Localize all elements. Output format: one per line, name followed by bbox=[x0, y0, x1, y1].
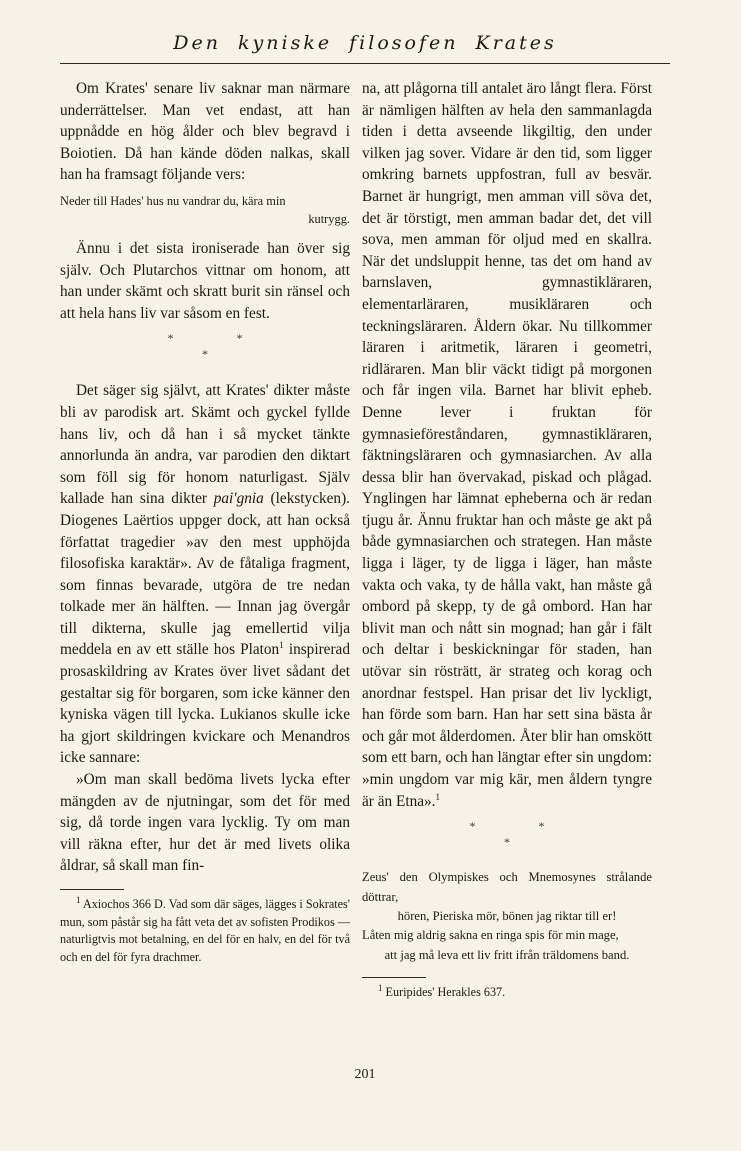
footnote-mark: 1 bbox=[378, 983, 383, 994]
footnote-rule bbox=[362, 977, 426, 978]
verse-line: Neder till Hades' hus nu vandrar du, kära min bbox=[60, 193, 286, 208]
asterisk-row: * * bbox=[469, 819, 545, 834]
left-column bbox=[60, 78, 350, 966]
asterisk-row: * * bbox=[167, 331, 243, 346]
section-divider bbox=[362, 818, 652, 850]
italic-term: pai'gnia bbox=[213, 490, 264, 508]
paragraph: Om Krates' senare liv saknar man närmare underrättelser. Man vet endast, att han uppnådde en hög ålder och blev begravd i Boiotien. Då han kände döden nalkas, skall han ha framsagt följande vers: bbox=[60, 80, 350, 184]
text-run: na, att plågorna till antalet äro långt flera. Först är nämligen hälften av hela den sammanlagda tiden i detta avseende likgiltig, den under vilken jag sover. Vidare är den tid, som ligger omkring barnets uppfostran, full av besvär. Barnet är hungrigt, men amman vill söva det, det är törstigt, men amman badar det, det vill sova, men amman för oljud med en skallra. När det undsluppit henne, tas det om hand av barnslaven, gymnastikläraren, elementarläraren, musikläraren och teckningsläraren. Åldern ökar. Nu tillkommer läraren i aritmetik, läraren i geometri, ridläraren. Man blir väckt tidigt på morgonen och får ingen vila. Barnet har blivit epheb. Denne lever i fruktan för gymnasieföreståndaren, gymnastikläraren, fäktningsläraren och gymnasiarchen. Av alla dessa blir han övervakad, piskad och plågad. Ynglingen har lämnat epheberna och är redan tjugu år. Ännu fruktar han och måste ge akt på både gymnasiarchen och strategen. Han måste ligga i läger, ty de ligga i läger, han måste vakta och vaka, ty de hålla vakt, han måste gå ombord på skepp, ty de gå ombord. Han har blivit man och nått sin mognad; han går i fält och deltar i beskickningar för staden, han utövar sin rösträtt, är strateg och korag och anordnar festspel. Han prisar det liv lyckligt, han förde som barn. Han har sett sina bästa år och går mot ålderdomen. Åter blir han omskött som ett barn, och han längtar efter sin ungdom: »min ungdom var mig kär, men åldern tyngre är än Etna». bbox=[362, 80, 652, 810]
footnote-text: Euripides' Herakles 637. bbox=[385, 985, 506, 1000]
poem-line: Zeus' den Olympiskes och Mnemosynes strålande döttrar, bbox=[362, 870, 652, 904]
asterisk-row: * bbox=[504, 835, 510, 850]
footnote-mark: 1 bbox=[76, 894, 81, 905]
page-number: 201 bbox=[354, 1067, 376, 1082]
poem bbox=[362, 868, 652, 965]
text-run: Det säger sig självt, att Krates' dikter måste bli av parodisk art. Skämt och gyckel fyllde hans liv, och då han i så mycket tänkte annorlunda än andra, var parodien den diktart som föll sig för honom naturligast. Själv kallade han sina dikter bbox=[60, 382, 350, 508]
footnote-text: Axiochos 366 D. Vad som där säges, lägges i Sokrates' mun, som påstår sig ha fått veta det av sofisten Prodikos — naturligtvis mot betalning, en del för en halv, en del för två och en del för fyra drachmer. bbox=[60, 897, 350, 964]
poem-line: hören, Pieriska mör, bönen jag riktar till er! bbox=[397, 909, 617, 923]
paragraph: Ännu i det sista ironiserade han över sig själv. Och Plutarchos vittnar om honom, att han under skämt och skratt burit sin ränsel och att hela hans liv var såsom en fest. bbox=[60, 239, 350, 322]
verse-quote bbox=[60, 192, 350, 228]
header-rule bbox=[60, 63, 670, 64]
verse-line: kutrygg. bbox=[308, 211, 350, 226]
section-divider bbox=[60, 330, 350, 362]
footnote bbox=[362, 984, 652, 1002]
footnote-ref: 1 bbox=[279, 640, 284, 651]
paragraph: »Om man skall bedöma livets lycka efter mängden av de njutningar, som det för med sig, då torde ingen vara lycklig. Ty om man vill räkna efter, hur det är med livets olika åldrar, så skall man fin- bbox=[60, 771, 350, 875]
footnote-rule bbox=[60, 889, 124, 890]
paragraph bbox=[60, 380, 350, 769]
text-run: inspirerad prosaskildring av Krates över livet sådant det gestaltar sig för borgaren, som icke känner den kyniska vägen till lycka. Lukianos skulle icke ha gjort skildringen kvickare och Menandros icke sannare: bbox=[60, 641, 350, 767]
poem-line: Låten mig aldrig sakna en ringa spis för min mage, bbox=[362, 928, 619, 943]
footnote bbox=[60, 896, 350, 966]
running-header: Den kyniske filosofen Krates bbox=[173, 32, 557, 54]
footnote-ref: 1 bbox=[435, 791, 440, 802]
poem-line: att jag må leva ett liv fritt ifrån träldomens band. bbox=[384, 947, 630, 962]
text-run: (lekstycken). Diogenes Laërtios uppger dock, att han också författat tragedier »av den mest upphöjda filosofiska karaktär». Av de fåtaliga fragment, som finnas bevarade, utgöra de tre nedan tolkade mer än hälften. — Innan jag övergår till dikterna, skulle jag emellertid vilja meddela en av ett ställe hos Platon bbox=[60, 490, 350, 659]
right-column bbox=[362, 78, 652, 1002]
asterisk-row: * bbox=[202, 347, 208, 362]
paragraph bbox=[362, 78, 652, 812]
